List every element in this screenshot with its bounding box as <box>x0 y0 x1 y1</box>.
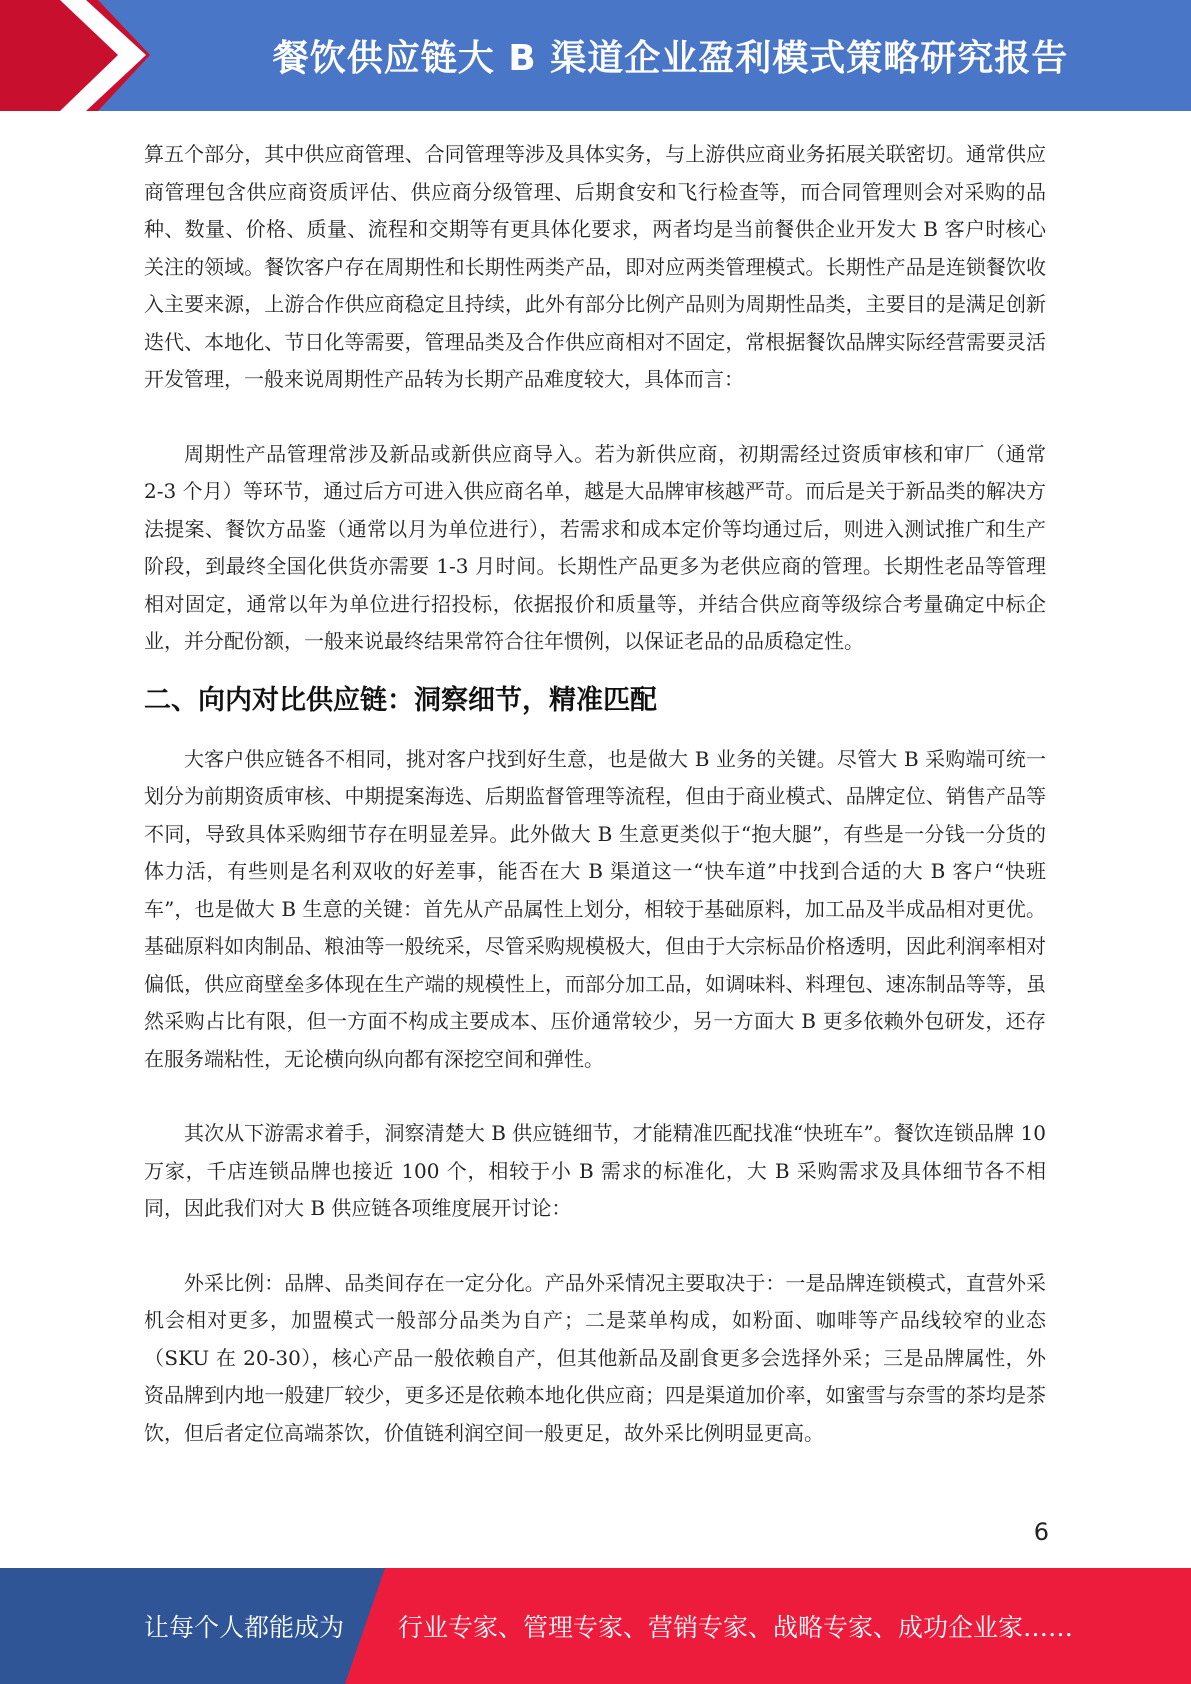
page-footer <box>0 1568 1191 1684</box>
report-title: 餐饮供应链大 B 渠道企业盈利模式策略研究报告 <box>272 38 1069 79</box>
body-paragraph-3: 大客户供应链各不相同，挑对客户找到好生意，也是做大 B 业务的关键。尽管大 B 采购端可统一划分为前期资质审核、中期提案海选、后期监督管理等流程，但由于商业模式、品牌定位、销售产品等不同，导致具体采购细节存在明显差异。此外做大 B 生意更类似于“抱大腿”，有些是一分钱一分货的体力活，有些则是名利双收的好差事，能否在大 B 渠道这一“快车道”中找到合适的大 B 客户“快班车”，也是做大 B 生意的关键：首先从产品属性上划分，相较于基础原料，加工品及半成品相对更优。基础原料如肉制品、粮油等一般统采，尽管采购规模极大，但由于大宗标品价格透明，因此利润率相对偏低，供应商壁垒多体现在生产端的规模性上，而部分加工品，如调味料、料理包、速冻制品等等，虽然采购占比有限，但一方面不构成主要成本、压价通常较少，另一方面大 B 更多依赖外包研发，还存在服务端粘性，无论横向纵向都有深挖空间和弹性。 <box>144 746 1046 1071</box>
body-paragraph-2: 周期性产品管理常涉及新品或新供应商导入。若为新供应商，初期需经过资质审核和审厂（通常 2-3 个月）等环节，通过后方可进入供应商名单，越是大品牌审核越严苛。而后是关于新品类的解决方法提案、餐饮方品鉴（通常以月为单位进行），若需求和成本定价等均通过后，则进入测试推广和生产阶段，到最终全国化供货亦需要 1-3 月时间。长期性产品更多为老供应商的管理。长期性老品等管理相对固定，通常以年为单位进行招投标，依据报价和质量等，并结合供应商等级综合考量确定中标企业，并分配份额，一般来说最终结果常符合往年惯例，以保证老品的品质稳定性。 <box>144 441 1046 653</box>
body-paragraph-5: 外采比例：品牌、品类间存在一定分化。产品外采情况主要取决于：一是品牌连锁模式，直营外采机会相对更多，加盟模式一般部分品类为自产；二是菜单构成，如粉面、咖啡等产品线较窄的业态（SKU 在 20-30），核心产品一般依赖自产，但其他新品及副食更多会选择外采；三是品牌属性，外资品牌到内地一般建厂较少，更多还是依赖本地化供应商；四是渠道加价率，如蜜雪与奈雪的茶均是茶饮，但后者定位高端茶饮，价值链利润空间一般更足，故外采比例明显更高。 <box>144 1270 1046 1445</box>
body-paragraph-4: 其次从下游需求着手，洞察清楚大 B 供应链细节，才能精准匹配找准“快班车”。餐饮连锁品牌 10 万家，千店连锁品牌也接近 100 个，相较于小 B 需求的标准化，大 B 采购需求及具体细节各不相同，因此我们对大 B 供应链各项维度展开讨论： <box>144 1121 1046 1220</box>
section-heading: 二、向内对比供应链：洞察细节，精准匹配 <box>144 684 657 716</box>
page-content <box>144 136 1046 1452</box>
page-header <box>0 0 1191 111</box>
footer-slogan-left: 让每个人都能成为 <box>144 1613 345 1642</box>
footer-slogan-right: 行业专家、管理专家、营销专家、战略专家、成功企业家…… <box>398 1613 1074 1642</box>
body-paragraph-1: 算五个部分，其中供应商管理、合同管理等涉及具体实务，与上游供应商业务拓展关联密切。通常供应商管理包含供应商资质评估、供应商分级管理、后期食安和飞行检查等，而合同管理则会对采购的品种、数量、价格、质量、流程和交期等有更具体化要求，两者均是当前餐供企业开发大 B 客户时核心关注的领域。餐饮客户存在周期性和长期性两类产品，即对应两类管理模式。长期性产品是连锁餐饮收入主要来源，上游合作供应商稳定且持续，此外有部分比例产品则为周期性品类，主要目的是满足创新迭代、本地化、节日化等需要，管理品类及合作供应商相对不固定，常根据餐饮品牌实际经营需要灵活开发管理，一般来说周期性产品转为长期产品难度较大，具体而言： <box>144 142 1046 391</box>
page-number: 6 <box>1033 1518 1049 1546</box>
